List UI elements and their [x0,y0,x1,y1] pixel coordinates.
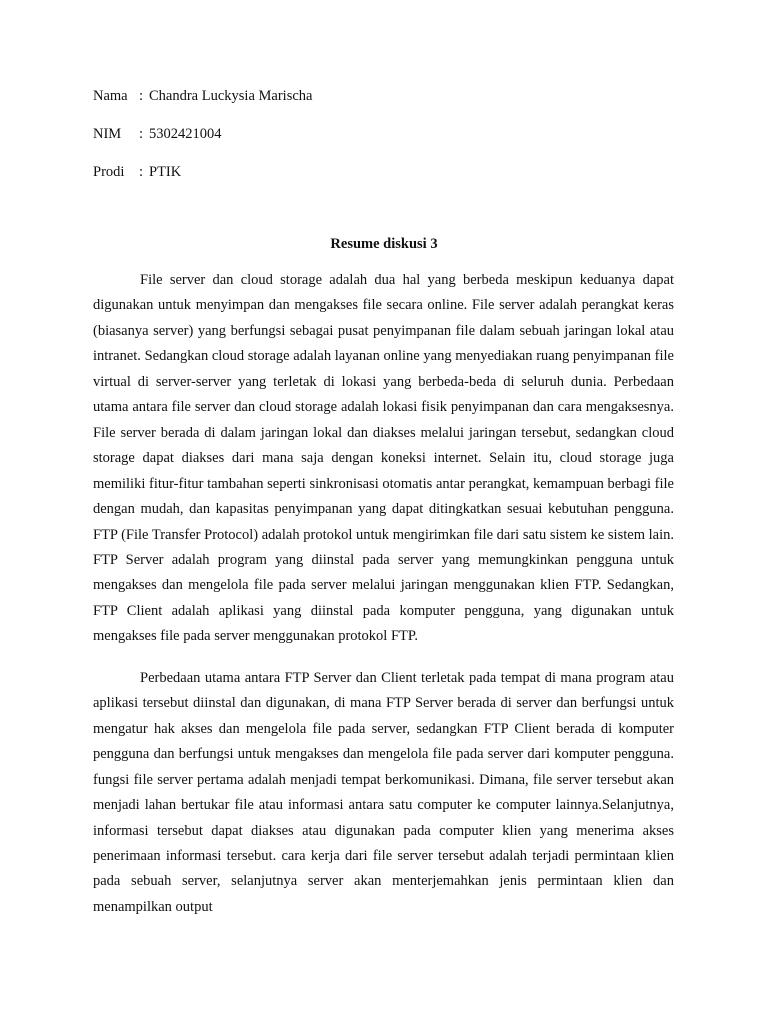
nim-label: NIM [93,126,122,142]
document-title: Resume diskusi 3 [330,236,438,252]
prodi-row [93,163,312,201]
student-identity-block [93,87,312,201]
name-value: Chandra Luckysia Marischa [149,88,313,104]
name-label: Nama [93,88,128,104]
prodi-label: Prodi [93,164,125,180]
nim-value: 5302421004 [149,126,222,142]
prodi-separator: : [139,164,144,180]
document-body [93,268,674,920]
name-separator: : [139,88,144,104]
paragraph-2: Perbedaan utama antara FTP Server dan Client terletak pada tempat di mana program atau aplikasi tersebut diinstal dan digunakan, di mana FTP Server berada di server dan berfungsi untuk mengatur hak akses dan mengelola file pada server, sedangkan FTP Client berada di komputer pengguna dan berfungsi untuk mengakses dan mengelola file pada server dari komputer pengguna. fungsi file server pertama adalah menjadi tempat berkomunikasi. Dimana, file server tersebut akan menjadi lahan bertukar file atau informasi antara satu computer ke computer lainnya.Selanjutnya, informasi tersebut dapat diakses atau digunakan pada computer klien yang menerima akses penerimaan informasi tersebut. cara kerja dari file server tersebut adalah terjadi permintaan klien pada sebuah server, selanjutnya server akan menterjemahkan jenis permintaan klien dan menampilkan output [93,669,674,915]
nim-separator: : [139,126,144,142]
paragraph-1: File server dan cloud storage adalah dua hal yang berbeda meskipun keduanya dapat digunakan untuk menyimpan dan mengakses file secara online. File server adalah perangkat keras (biasanya server) yang berfungsi sebagai pusat penyimpanan file dalam sebuah jaringan lokal atau intranet. Sedangkan cloud storage adalah layanan online yang menyediakan ruang penyimpanan file virtual di server-server yang terletak di lokasi yang berbeda-beda di seluruh dunia. Perbedaan utama antara file server dan cloud storage adalah lokasi fisik penyimpanan dan cara mengaksesnya. File server berada di dalam jaringan lokal dan diakses melalui jaringan tersebut, sedangkan cloud storage dapat diakses dari mana saja dengan koneksi internet. Selain itu, cloud storage juga memiliki fitur-fitur tambahan seperti sinkronisasi otomatis antar perangkat, kemampuan berbagi file dengan mudah, dan kapasitas penyimpanan yang dapat ditingkatkan sesuai kebutuhan pengguna. FTP (File Transfer Protocol) adalah protokol untuk mengirimkan file dari satu sistem ke sistem lain. FTP Server adalah program yang diinstal pada server yang memungkinkan pengguna untuk mengakses dan mengelola file pada server melalui jaringan menggunakan klien FTP. Sedangkan, FTP Client adalah aplikasi yang diinstal pada komputer pengguna, yang digunakan untuk mengakses file pada server menggunakan protokol FTP. [93,272,674,645]
prodi-value: PTIK [149,164,182,180]
nim-row [93,125,312,163]
name-row [93,87,312,125]
